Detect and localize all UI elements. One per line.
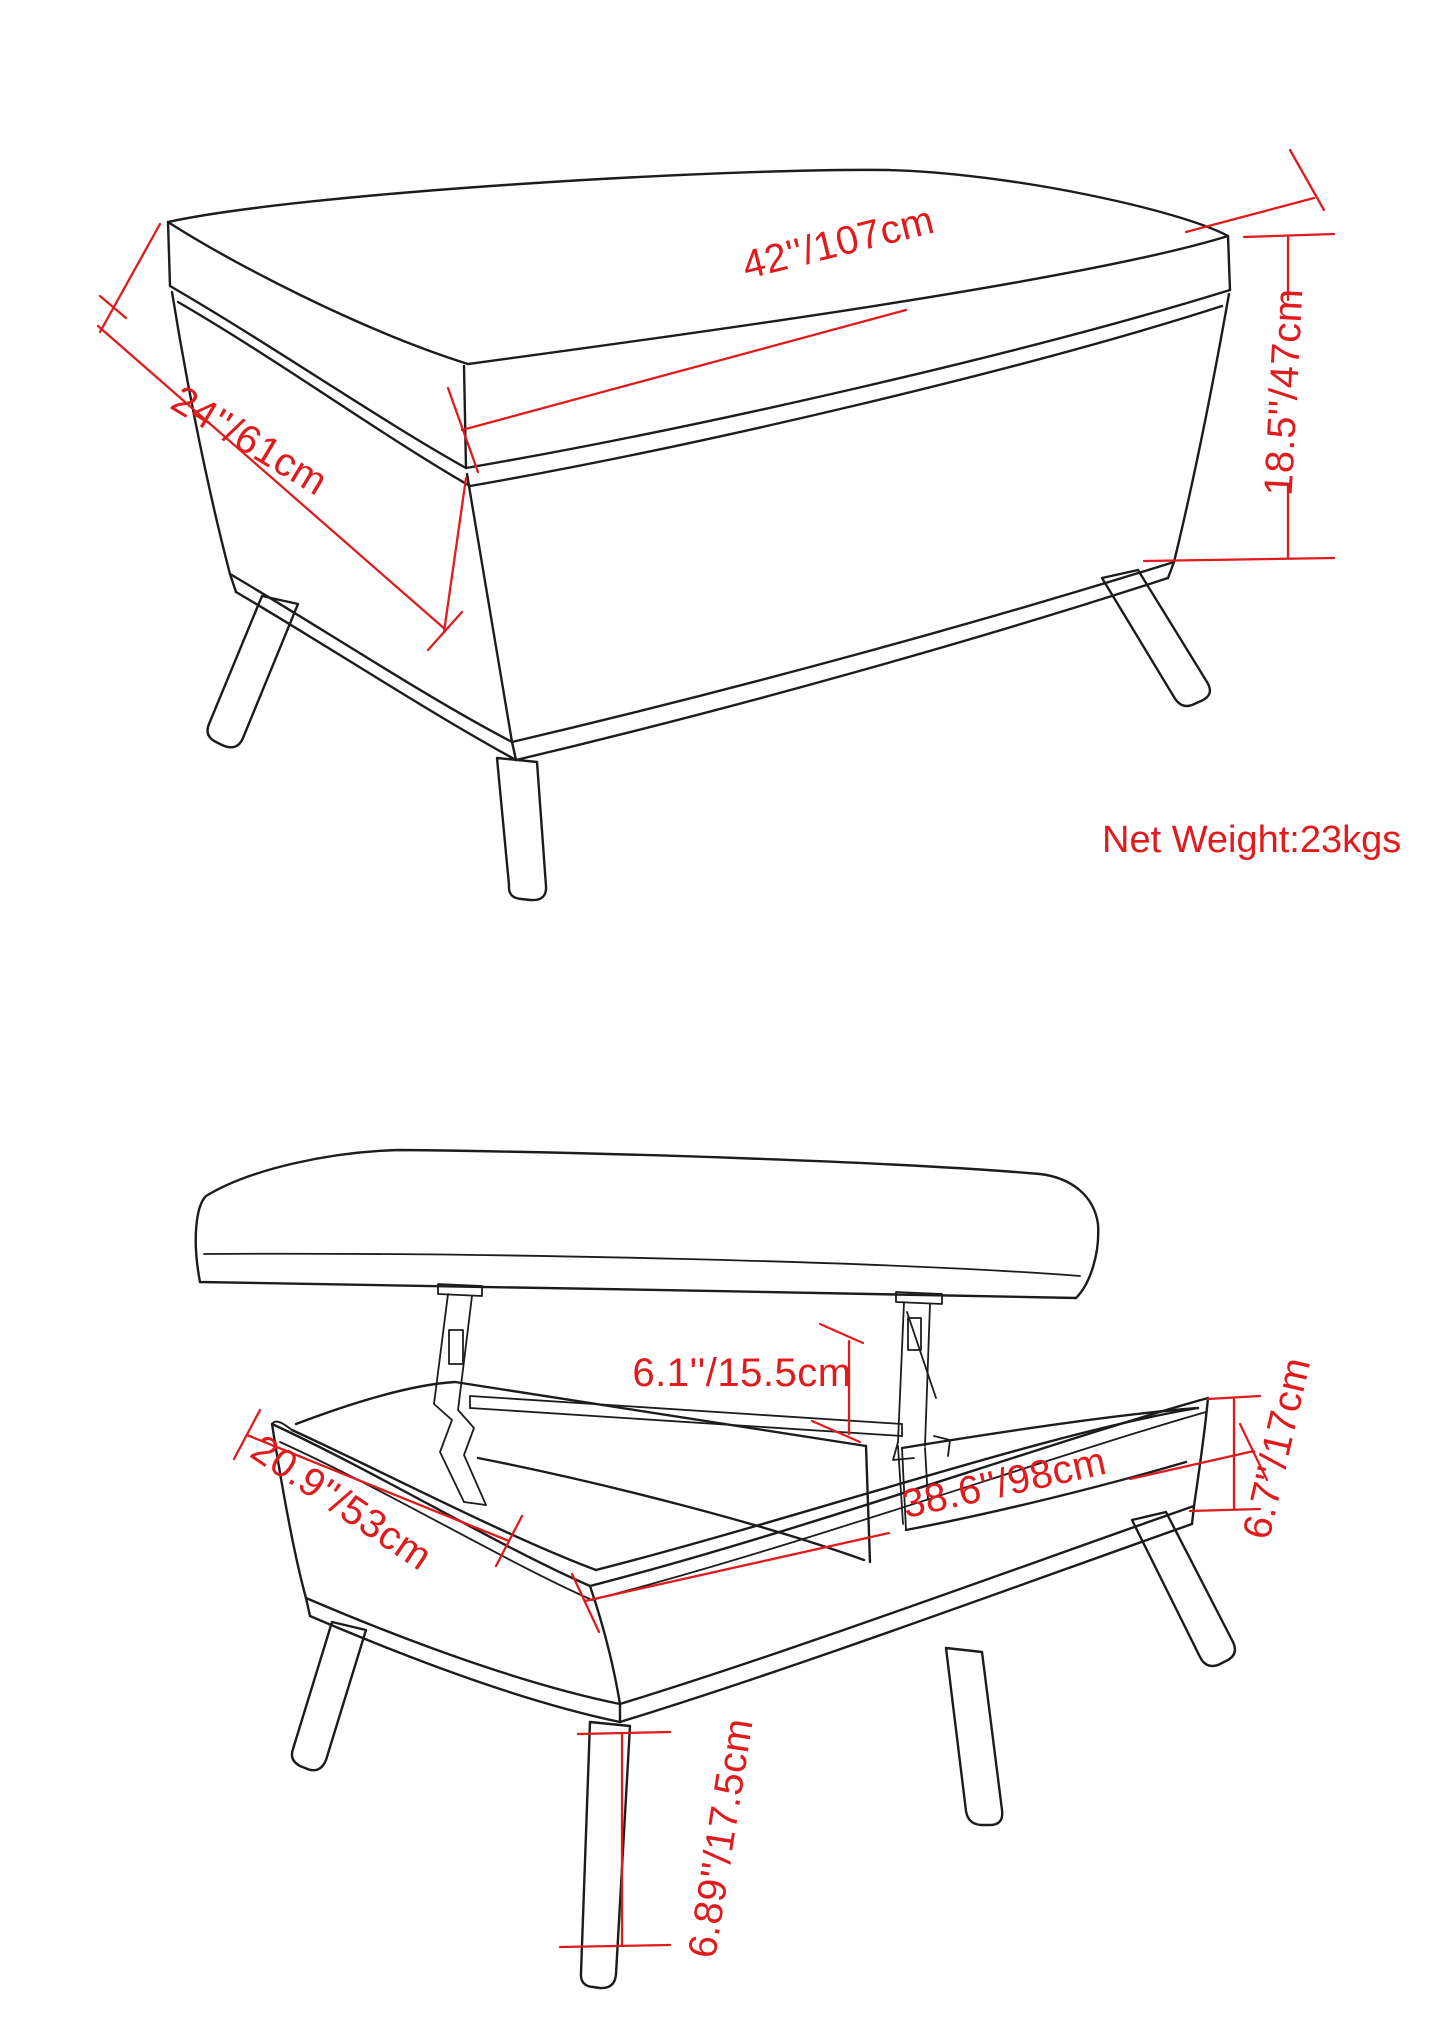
dim-leg-height-tick-bottom bbox=[560, 1945, 670, 1947]
box-base-front-right bbox=[512, 562, 1174, 742]
dim-depth-ext-bottom bbox=[444, 478, 466, 632]
dim-leg-height-tick-top bbox=[578, 1732, 670, 1734]
dim-storage-depth-label: 20.9''/53cm bbox=[243, 1426, 440, 1580]
box-lip-right bbox=[470, 306, 1222, 486]
lift-left-slot bbox=[449, 1330, 463, 1364]
open-leg-back-left bbox=[292, 1622, 366, 1770]
base-rail-right bbox=[516, 578, 1168, 760]
dim-depth-tick-top bbox=[100, 296, 126, 318]
lift-right-latch bbox=[934, 1436, 950, 1456]
lift-left-bar-inner bbox=[458, 1296, 486, 1505]
dim-leg-height-label: 6.89''/17.5cm bbox=[680, 1715, 762, 1962]
dim-depth-label: 24''/61cm bbox=[163, 377, 336, 505]
dim-length-label: 42''/107cm bbox=[737, 197, 939, 289]
dim-height-tick-bottom bbox=[1144, 558, 1334, 561]
dim-storage-length-line-1 bbox=[585, 1533, 889, 1601]
cushion-corner-right bbox=[1228, 236, 1230, 290]
lid-outline bbox=[196, 1150, 1099, 1298]
net-weight-label: Net Weight:23kgs bbox=[1102, 819, 1402, 861]
dim-storage-height-label: 6.7''/17cm bbox=[1234, 1353, 1320, 1544]
closed-dimension-annotations bbox=[98, 150, 1334, 650]
dim-length-line-1 bbox=[462, 310, 906, 430]
closed-ottoman-drawing bbox=[168, 170, 1230, 900]
open-dimension-annotations bbox=[234, 1324, 1319, 1961]
dim-height-label: 18.5''/47cm bbox=[1256, 287, 1312, 497]
lift-left-foot bbox=[464, 1502, 486, 1505]
open-leg-back-right bbox=[1132, 1512, 1235, 1666]
cushion-bottom-rim-right bbox=[466, 290, 1230, 468]
lid-seam-line bbox=[204, 1254, 1080, 1276]
closed-leg-front bbox=[497, 758, 546, 900]
cushion-corner-front bbox=[464, 366, 466, 468]
closed-leg-back-left bbox=[208, 596, 298, 747]
open-base-front-left bbox=[306, 1598, 620, 1704]
base-rail-left bbox=[236, 592, 516, 760]
open-rail-front-left bbox=[310, 1616, 620, 1722]
cushion-corner-left bbox=[168, 222, 170, 286]
open-box-edge-front bbox=[590, 1586, 620, 1704]
dim-depth-ext-top bbox=[100, 224, 160, 332]
dim-clearance-tick-top bbox=[820, 1324, 863, 1343]
dim-storage-length-line-2 bbox=[1130, 1451, 1254, 1479]
box-lip-left bbox=[178, 302, 470, 486]
lift-right-bar-outer bbox=[898, 1302, 904, 1442]
open-rail-end-right bbox=[1192, 1506, 1194, 1524]
dim-clearance-label: 6.1''/15.5cm bbox=[632, 1351, 852, 1395]
open-leg-mid-right bbox=[946, 1648, 1002, 1825]
closed-leg-back-right bbox=[1102, 570, 1210, 706]
open-base-front-right bbox=[620, 1506, 1194, 1704]
lift-right-foot bbox=[893, 1442, 914, 1460]
dim-length-line-2 bbox=[1186, 198, 1314, 232]
lift-crossbar-top bbox=[470, 1396, 902, 1424]
box-edge-right bbox=[1174, 294, 1229, 562]
box-edge-front bbox=[467, 474, 512, 742]
rim-inner-front-right bbox=[596, 1408, 1198, 1570]
dim-storage-length-label: 38.6''/98cm bbox=[898, 1439, 1111, 1527]
